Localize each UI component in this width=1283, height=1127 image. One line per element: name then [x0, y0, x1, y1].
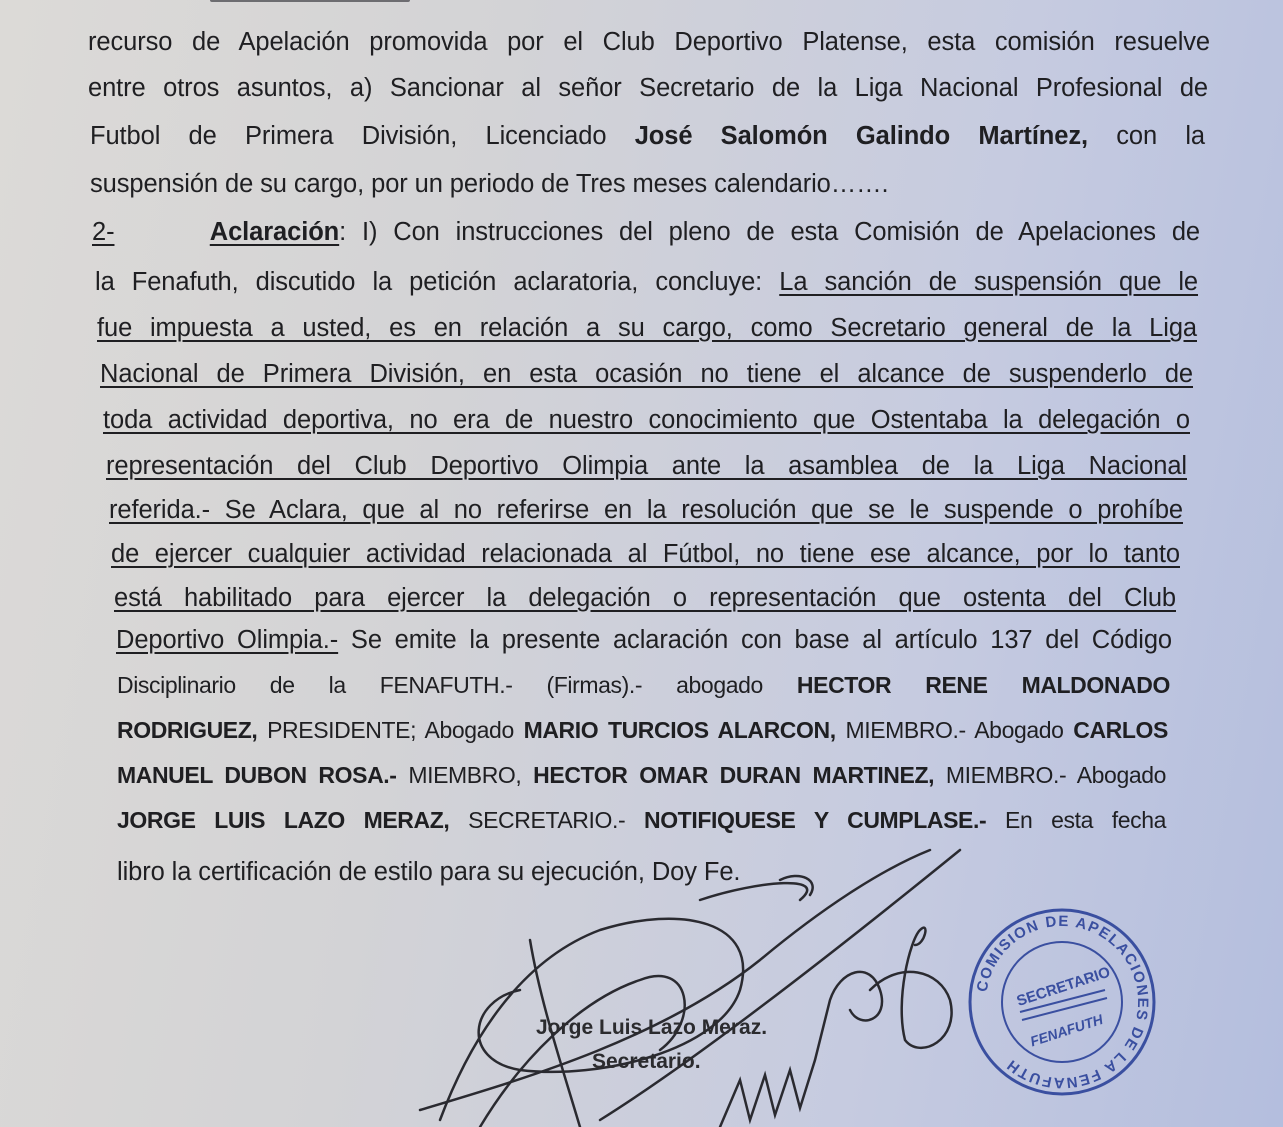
text-segment: entre otros asuntos, a) Sancionar al señor Secretario de la Liga Nacional Profesional de [88, 74, 1208, 102]
text-segment: la Fenafuth, discutido la petición aclaratoria, concluye: [95, 268, 780, 296]
text-segment: MIEMBRO, [396, 762, 534, 788]
bold-text: José Salomón Galindo Martínez, [634, 122, 1088, 150]
bold-text: MARIO TURCIOS ALARCON, [523, 717, 836, 743]
text-segment: recurso de Apelación promovida por el Club Deportivo Platense, esta comisión resuelve [88, 28, 1210, 56]
text-segment: Se emite la presente aclaración con base al artículo 137 del Código [338, 626, 1172, 654]
text-segment: PRESIDENTE; Abogado [257, 717, 524, 743]
underlined-text: 2- [92, 218, 115, 246]
bold-text: Aclaración [209, 218, 340, 246]
text-segment: En esta fecha [986, 807, 1167, 833]
signature-scribble [420, 850, 960, 1127]
bold-text: HECTOR OMAR DURAN MARTINEZ, [533, 762, 935, 788]
text-segment: Disciplinario de la FENAFUTH.- (Firmas).- abogado [117, 672, 797, 698]
stamp-center-bottom: FENAFUTH [1028, 1010, 1105, 1050]
bold-text: HECTOR RENE MALDONADO [796, 672, 1171, 698]
bold-text: CARLOS [1073, 717, 1168, 743]
bold-text: RODRIGUEZ, [117, 717, 258, 743]
underlined-text: Nacional de Primera División, en esta ocasión no tiene el alcance de suspenderlo de [100, 360, 1193, 388]
text-segment: Futbol de Primera División, Licenciado [90, 122, 635, 150]
stamp-ring-text: COMISION DE APELACIONES DE LA FENAFUTH [973, 912, 1152, 1092]
underlined-text: representación del Club Deportivo Olimpia ante la asamblea de la Liga Nacional [106, 452, 1187, 480]
underlined-text: de ejercer cualquier actividad relacionada al Fútbol, no tiene ese alcance, por lo tanto [111, 540, 1180, 568]
text-segment: con la [1088, 122, 1205, 150]
text-segment: : I) Con instrucciones del pleno de esta Comisión de Apelaciones de [339, 218, 1200, 246]
underlined-text: La sanción de suspensión que le [779, 268, 1199, 296]
signer-title: Secretario. [592, 1050, 701, 1073]
bold-text: NOTIFIQUESE Y CUMPLASE.- [643, 807, 987, 833]
underlined-text: fue impuesta a usted, es en relación a su cargo, como Secretario general de la Liga [97, 314, 1197, 342]
text-segment: suspensión de su cargo, por un periodo de Tres meses calendario……. [90, 170, 889, 198]
text-segment: libro la certificación de estilo para su ejecución, Doy Fe. [117, 858, 741, 886]
text-segment: SECRETARIO.- [449, 807, 644, 833]
underlined-text: toda actividad deportiva, no era de nuestro conocimiento que Ostentaba la delegación o [103, 406, 1190, 434]
bold-text: JORGE LUIS LAZO MERAZ, [117, 807, 450, 833]
official-stamp [970, 910, 1154, 1094]
text-segment: MIEMBRO.- Abogado [835, 717, 1074, 743]
stamp-center-top: SECRETARIO [1014, 963, 1113, 1010]
underlined-text: Deportivo Olimpia.- [116, 626, 339, 654]
underlined-text: referida.- Se Aclara, que al no referirse en la resolución que se le suspende o prohíbe [109, 496, 1183, 524]
bold-text: MANUEL DUBON ROSA.- [117, 762, 397, 788]
text-segment: MIEMBRO.- Abogado [934, 762, 1167, 788]
underlined-text: está habilitado para ejercer la delegación o representación que ostenta del Club [114, 584, 1176, 612]
signer-name: Jorge Luis Lazo Meraz. [536, 1016, 768, 1039]
